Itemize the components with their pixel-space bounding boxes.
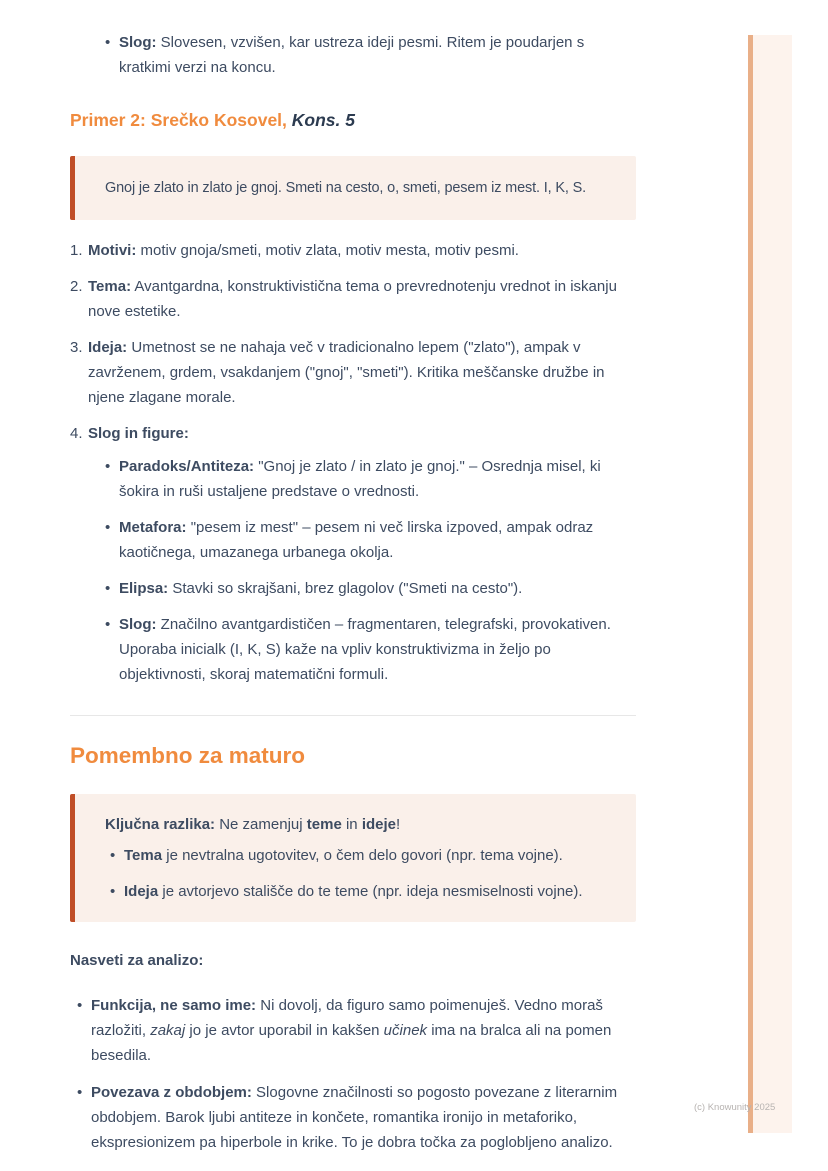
item-number: 1.: [70, 242, 83, 259]
item-body: jo je avtor uporabil in kakšen: [189, 1022, 380, 1039]
list-item-text: [119, 576, 522, 601]
item-body: Umetnost se ne nahaja več v tradicionalno lepem ("zlato"), ampak v zavrženem, grdem, vsakdanjem ("gnoj", "smeti"). Kritika meščanske družbe in njene zlagane morale.: [88, 339, 605, 406]
item-label: Povezava z obdobjem:: [91, 1084, 252, 1101]
numbered-item-2: [70, 274, 636, 324]
item-label: Slog:: [119, 34, 157, 51]
list-item-text: [91, 993, 636, 1068]
bullet-marker: •: [105, 458, 111, 475]
list-item-text: [124, 843, 563, 868]
intro-bullet-list: [70, 30, 636, 80]
item-body: Ni dovolj, da figuro samo poimenuješ. Vedno moraš razložiti,: [91, 997, 603, 1039]
callout-label: Ključna razlika:: [105, 816, 216, 833]
item-number: 2.: [70, 278, 83, 295]
heading-italic-part: Kons. 5: [291, 110, 355, 130]
list-item-text: [124, 879, 583, 904]
callout-text: Ne zamenjuj: [219, 816, 303, 833]
bullet-marker: •: [110, 847, 116, 864]
bullet-marker: •: [105, 580, 111, 597]
style-figures-sublist: [88, 454, 636, 687]
callout-bold-ideje: ideje: [361, 816, 397, 833]
callout-bullet-ideja: [110, 879, 616, 904]
tip-funkcija: [77, 993, 636, 1068]
callout-text: !: [396, 816, 401, 833]
item-text: [88, 274, 636, 324]
italic-ucinek: učinek: [383, 1022, 428, 1039]
section-heading-matura: Pomembno za maturo: [70, 743, 306, 768]
document-content: [70, 30, 636, 1155]
numbered-item-3: [70, 335, 636, 410]
bullet-marker: •: [110, 883, 116, 900]
analysis-numbered-list: [70, 238, 636, 687]
item-body: "Gnoj je zlato / in zlato je gnoj." – Osrednja misel, ki šokira in ruši ustaljene predstave o vrednosti.: [119, 458, 601, 500]
sub-bullet-metafora: [105, 515, 636, 565]
heading-orange-part: Primer 2: Srečko Kosovel,: [70, 110, 287, 130]
item-label: Tema:: [88, 278, 132, 295]
item-text: [88, 238, 636, 263]
item-number: 4.: [70, 425, 83, 442]
right-accent-stripe-line: [748, 35, 753, 1133]
sub-bullet-slog: [105, 612, 636, 687]
item-body: Avantgardna, konstruktivistična tema o prevrednotenju vrednot in iskanju nove estetike.: [88, 278, 617, 320]
tips-heading: Nasveti za analizo:: [70, 952, 204, 969]
item-body: Stavki so skrajšani, brez glagolov ("Smeti na cesto").: [172, 580, 523, 597]
bullet-marker: •: [105, 34, 111, 51]
bullet-marker: •: [77, 1084, 83, 1101]
item-text: [88, 421, 636, 687]
item-label: Motivi:: [88, 242, 137, 259]
list-item-text: [119, 515, 636, 565]
section-heading-primer2: [70, 108, 636, 132]
numbered-item-4: [70, 421, 636, 687]
item-body: Značilno avantgardističen – fragmentaren, telegrafski, provokativen. Uporaba inicialk (I, K, S) kaže na vpliv konstruktivizma in željo po objektivnosti, skoraj matematični formuli.: [119, 616, 611, 683]
bullet-marker: •: [77, 997, 83, 1014]
numbered-item-1: [70, 238, 636, 263]
item-label: Ideja:: [88, 339, 128, 356]
list-item-text: [119, 454, 636, 504]
callout-heading: [105, 812, 616, 837]
callout-bullet-list: [105, 843, 616, 904]
item-body: Slovesen, vzvišen, kar ustreza ideji pesmi. Ritem je poudarjen s kratkimi verzi na koncu.: [119, 34, 585, 76]
list-item-text: [119, 30, 636, 80]
right-accent-stripe-panel: [753, 35, 792, 1133]
list-item-text: [91, 1080, 636, 1155]
tips-bullet-list: [70, 993, 636, 1155]
callout-text: in: [345, 816, 358, 833]
bullet-marker: •: [105, 519, 111, 536]
copyright-watermark: (c) Knowunity 2025: [694, 1102, 776, 1113]
sub-bullet-elipsa: [105, 576, 636, 601]
italic-zakaj: zakaj: [150, 1022, 186, 1039]
sub-bullet-paradoks: [105, 454, 636, 504]
bullet-marker: •: [105, 616, 111, 633]
item-body: Slogovne značilnosti so pogosto povezane z literarnim obdobjem. Barok ljubi antiteze in končete, romantika ironijo in metaforiko, ekspresionizem pa hiperbole in krike. To je dobra točka za poglobljeno analizo.: [91, 1084, 618, 1151]
quote-text: Gnoj je zlato in zlato je gnoj. Smeti na cesto, o, smeti, pesem iz mest. I, K, S.: [105, 180, 587, 196]
item-label: Slog in figure:: [88, 425, 189, 442]
section-divider: [70, 715, 636, 716]
item-label: Metafora:: [119, 519, 187, 536]
quote-box: [70, 156, 636, 220]
list-item: [105, 30, 636, 80]
item-label: Elipsa:: [119, 580, 169, 597]
item-label: Tema: [124, 847, 163, 864]
item-body: "pesem iz mest" – pesem ni več lirska izpoved, ampak odraz kaotičnega, umazanega urbanega okolja.: [119, 519, 594, 561]
item-body: ima na bralca ali na pomen besedila.: [91, 1022, 612, 1064]
item-body: je nevtralna ugotovitev, o čem delo govori (npr. tema vojne).: [166, 847, 563, 864]
callout-bullet-tema: [110, 843, 616, 868]
item-label: Slog:: [119, 616, 157, 633]
item-label: Paradoks/Antiteza:: [119, 458, 255, 475]
item-label: Funkcija, ne samo ime:: [91, 997, 257, 1014]
tip-povezava: [77, 1080, 636, 1155]
item-body: motiv gnoja/smeti, motiv zlata, motiv mesta, motiv pesmi.: [140, 242, 519, 259]
item-number: 3.: [70, 339, 83, 356]
callout-bold-teme: teme: [306, 816, 342, 833]
item-text: [88, 335, 636, 410]
item-body: je avtorjevo stališče do te teme (npr. ideja nesmiselnosti vojne).: [162, 883, 583, 900]
item-label: Ideja: [124, 883, 159, 900]
list-item-text: [119, 612, 636, 687]
key-difference-callout: [70, 794, 636, 922]
